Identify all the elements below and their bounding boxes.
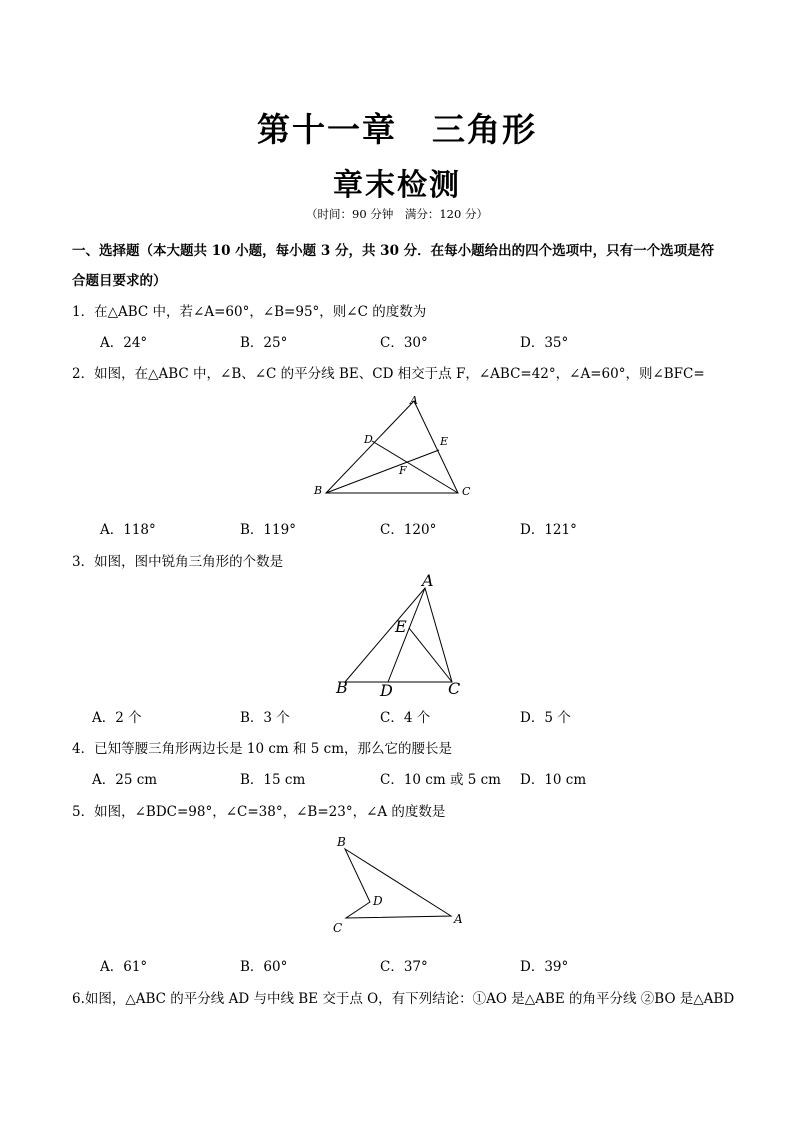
question-5-option-b[interactable]: B．60° — [240, 959, 288, 975]
question-5-option-a[interactable]: A．61° — [100, 959, 148, 975]
question-4-option-c[interactable]: C．10 cm 或 5 cm — [380, 772, 501, 788]
question-3-option-c[interactable]: C．4 个 — [380, 710, 431, 726]
label-a: A — [454, 912, 463, 926]
label-b: B — [336, 678, 348, 697]
question-5-text: 5．如图，∠BDC=98°，∠C=38°，∠B=23°，∠A 的度数是 — [72, 804, 446, 820]
question-1-option-a[interactable]: A．24° — [100, 335, 148, 351]
question-1-option-d[interactable]: D．35° — [520, 335, 569, 351]
question-3-option-d[interactable]: D．5 个 — [520, 710, 571, 726]
question-2-figure — [300, 390, 490, 505]
label-b: B — [314, 484, 323, 497]
page-title: 第十一章 三角形 — [257, 110, 537, 149]
question-4-option-b[interactable]: B．15 cm — [240, 772, 306, 788]
label-e: E — [440, 435, 449, 448]
question-2-option-d[interactable]: D．121° — [520, 522, 577, 538]
question-3-option-a[interactable]: A．2 个 — [92, 710, 142, 726]
label-a: A — [422, 571, 434, 590]
question-4-text: 4．已知等腰三角形两边长是 10 cm 和 5 cm，那么它的腰长是 — [72, 741, 453, 757]
question-6-text: 6.如图，△ABC 的平分线 AD 与中线 BE 交于点 O，有下列结论：①AO 是△ABE 的角平分线 ②BO 是△ABD — [72, 991, 735, 1007]
question-2-option-a[interactable]: A．118° — [100, 522, 156, 538]
section-heading-line1: 一、选择题（本大题共 10 小题，每小题 3 分，共 30 分．在每小题给出的四个选项中，只有一个选项是符 — [72, 243, 715, 259]
question-1-option-b[interactable]: B．25° — [240, 335, 288, 351]
label-e: E — [395, 617, 407, 636]
question-4-option-a[interactable]: A．25 cm — [92, 772, 158, 788]
label-c: C — [462, 485, 471, 498]
triangle-abc — [326, 401, 458, 493]
label-b: B — [337, 835, 346, 849]
question-3-text: 3．如图，图中锐角三角形的个数是 — [72, 554, 284, 570]
question-5-option-d[interactable]: D．39° — [520, 959, 569, 975]
label-f: F — [399, 464, 407, 477]
label-c: C — [333, 921, 343, 935]
question-4-option-d[interactable]: D．10 cm — [520, 772, 587, 788]
question-3-option-b[interactable]: B．3 个 — [240, 710, 290, 726]
question-1-option-c[interactable]: C．30° — [380, 335, 428, 351]
label-d: D — [380, 681, 393, 700]
question-1-text: 1．在△ABC 中，若∠A=60°，∠B=95°，则∠C 的度数为 — [72, 304, 427, 320]
question-2-option-b[interactable]: B．119° — [240, 522, 296, 538]
section-heading-line2: 合题目要求的） — [72, 273, 167, 289]
question-5-option-c[interactable]: C．37° — [380, 959, 428, 975]
question-5-figure — [325, 830, 475, 940]
exam-info: （时间：90 分钟 满分：120 分） — [306, 207, 488, 221]
segment-ce — [409, 628, 452, 682]
label-c: C — [448, 679, 461, 698]
quadrilateral-bdca — [345, 849, 451, 918]
label-d: D — [373, 894, 383, 908]
label-a: A — [410, 394, 418, 407]
label-d: D — [364, 433, 373, 446]
question-3-figure — [330, 570, 470, 700]
question-2-text: 2．如图，在△ABC 中，∠B、∠C 的平分线 BE、CD 相交于点 F，∠ABC=42°，∠A=60°，则∠BFC= — [72, 366, 705, 382]
question-2-option-c[interactable]: C．120° — [380, 522, 437, 538]
page-subtitle: 章末检测 — [333, 168, 461, 203]
